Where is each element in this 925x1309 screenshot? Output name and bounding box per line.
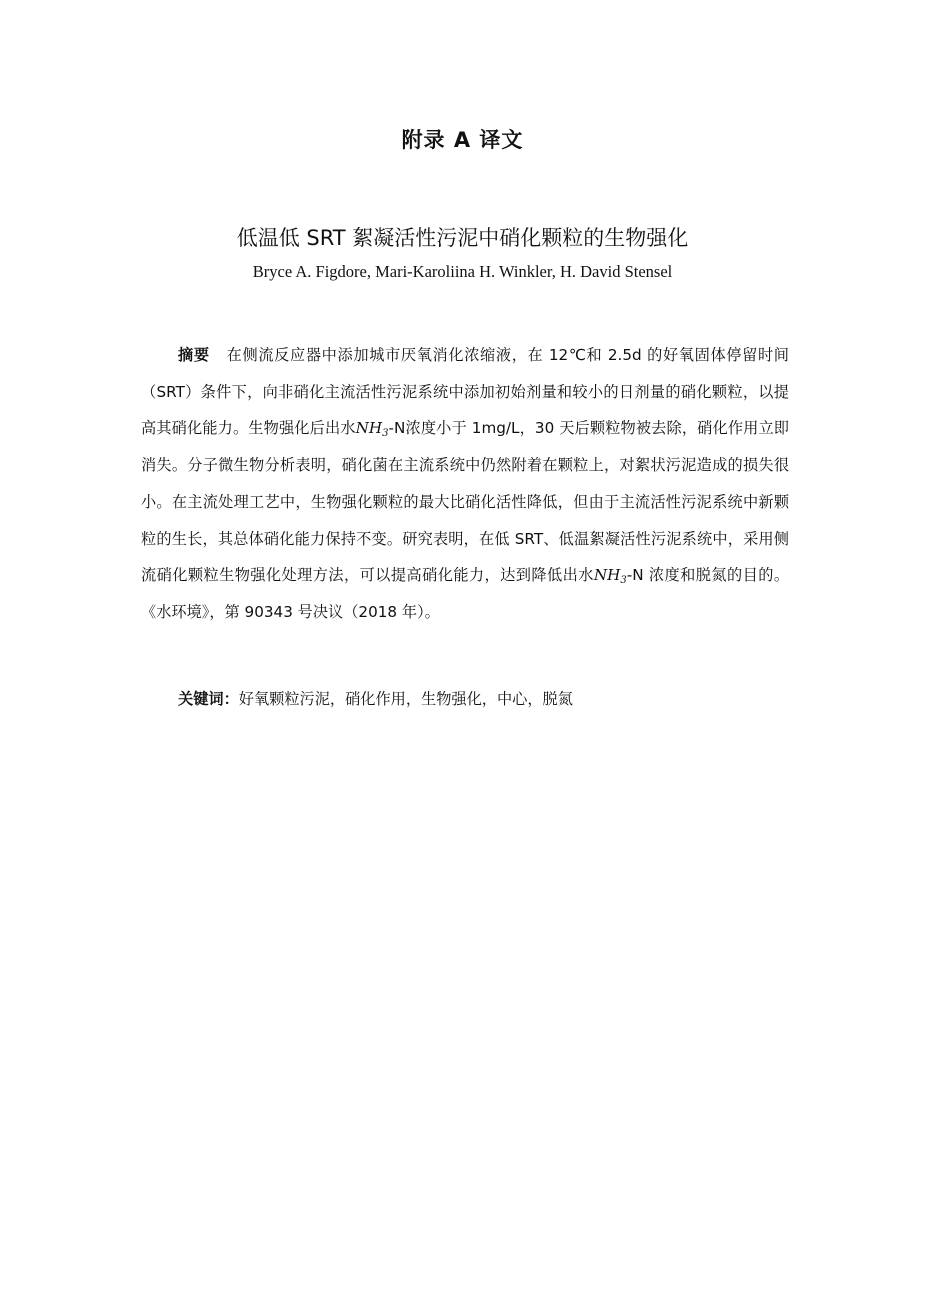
- abstract-label: 摘要: [178, 346, 210, 364]
- chemical-formula-nh3: [593, 566, 627, 587]
- appendix-title: 附录 A 译文: [401, 128, 524, 152]
- abstract-text-part3: -N 浓度和脱氮的目的。《水环境》，第 90343 号决议（2018 年）。: [141, 566, 790, 621]
- paper-authors: Bryce A. Figdore, Mari-Karoliina H. Winkler, H. David Stensel: [252, 262, 673, 281]
- chemical-formula-nh3: [355, 419, 389, 440]
- abstract-paragraph: [141, 337, 789, 631]
- keywords-text: 好氧颗粒污泥，硝化作用，生物强化，中心，脱氮: [238, 690, 573, 708]
- chem-base: NH: [593, 566, 621, 585]
- chem-subscript: 3: [382, 428, 389, 440]
- abstract-text-part2: -N浓度小于 1mg/L，30 天后颗粒物被去除，硝化作用立即消失。分子微生物分析表明，硝化菌在主流系统中仍然附着在颗粒上，对絮状污泥造成的损失很小。在主流处理工艺中，生物强化颗粒的最大比硝化活性降低，但由于主流活性污泥系统中新颗粒的生长，其总体硝化能力保持不变。研究表明，在低 SRT、低温絮凝活性污泥系统中，采用侧流硝化颗粒生物强化处理方法，可以提高硝化能力，达到降低出水: [141, 419, 789, 585]
- abstract-text-part1: 在侧流反应器中添加城市厌氧消化浓缩液，在 12℃和 2.5d 的好氧固体停留时间（SRT）条件下，向非硝化主流活性污泥系统中添加初始剂量和较小的日剂量的硝化颗粒，以提高其硝化能力。生物强化后出水: [141, 346, 789, 438]
- chem-base: NH: [355, 419, 383, 438]
- paper-title: 低温低 SRT 絮凝活性污泥中硝化颗粒的生物强化: [236, 226, 689, 250]
- keywords-label: 关键词：: [178, 690, 239, 708]
- keywords-line: [178, 688, 573, 709]
- chem-subscript: 3: [620, 575, 627, 587]
